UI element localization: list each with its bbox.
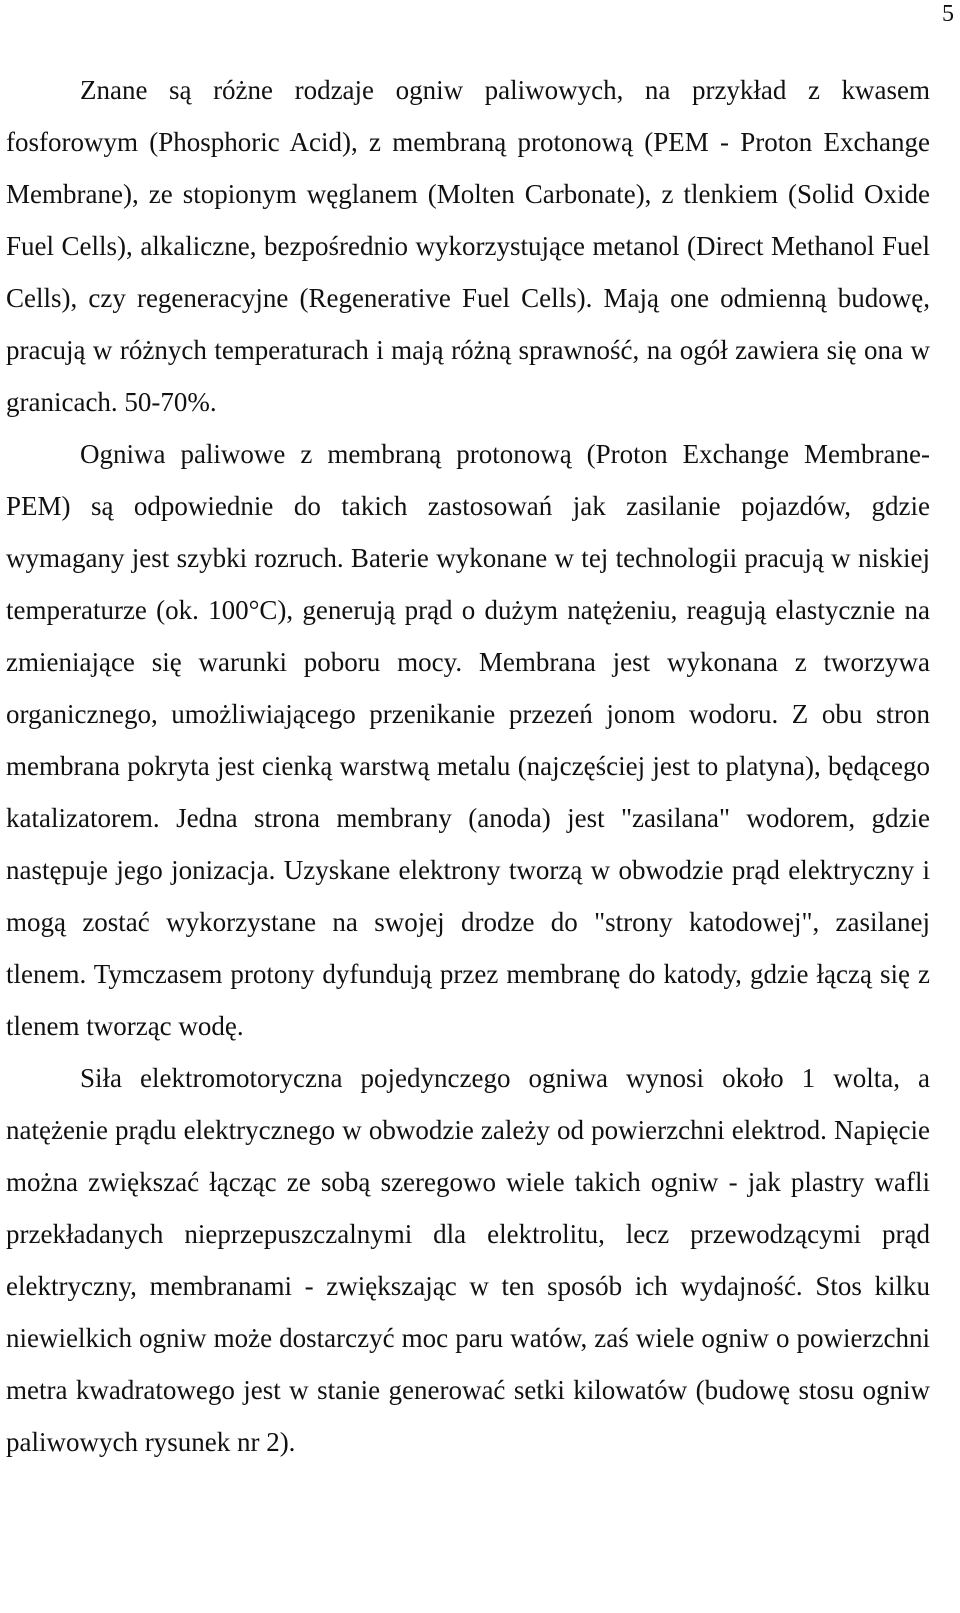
document-body [6, 64, 930, 1468]
paragraph-pem-fuel-cells: Ogniwa paliwowe z membraną protonową (Proton Exchange Membrane-PEM) są odpowiednie do takich zastosowań jak zasilanie pojazdów, gdzie wymagany jest szybki rozruch. Baterie wykonane w tej technologii pracują w niskiej temperaturze (ok. 100°C), generują prąd o dużym natężeniu, reagują elastycznie na zmieniające się warunki poboru mocy. Membrana jest wykonana z tworzywa organicznego, umożliwiającego przenikanie przezeń jonom wodoru. Z obu stron membrana pokryta jest cienką warstwą metalu (najczęściej jest to platyna), będącego katalizatorem. Jedna strona membrany (anoda) jest "zasilana" wodorem, gdzie następuje jego jonizacja. Uzyskane elektrony tworzą w obwodzie prąd elektryczny i mogą zostać wykorzystane na swojej drodze do "strony katodowej", zasilanej tlenem. Tymczasem protony dyfundują przez membranę do katody, gdzie łączą się z tlenem tworząc wodę. [6, 439, 930, 1041]
page-number: 5 [942, 1, 954, 27]
paragraph-electromotive-force: Siła elektromotoryczna pojedynczego ogniwa wynosi około 1 wolta, a natężenie prądu elektrycznego w obwodzie zależy od powierzchni elektrod. Napięcie można zwiększać łącząc ze sobą szeregowo wiele takich ogniw - jak plastry wafli przekładanych nieprzepuszczalnymi dla elektrolitu, lecz przewodzącymi prąd elektryczny, membranami - zwiększając w ten sposób ich wydajność. Stos kilku niewielkich ogniw może dostarczyć moc paru watów, zaś wiele ogniw o powierzchni metra kwadratowego jest w stanie generować setki kilowatów (budowę stosu ogniw paliwowych rysunek nr 2). [6, 1063, 930, 1457]
paragraph-fuel-cell-types: Znane są różne rodzaje ogniw paliwowych, na przykład z kwasem fosforowym (Phosphoric Acid), z membraną protonową (PEM - Proton Exchange Membrane), ze stopionym węglanem (Molten Carbonate), z tlenkiem (Solid Oxide Fuel Cells), alkaliczne, bezpośrednio wykorzystujące metanol (Direct Methanol Fuel Cells), czy regeneracyjne (Regenerative Fuel Cells). Mają one odmienną budowę, pracują w różnych temperaturach i mają różną sprawność, na ogół zawiera się ona w granicach. 50-70%. [6, 75, 930, 417]
